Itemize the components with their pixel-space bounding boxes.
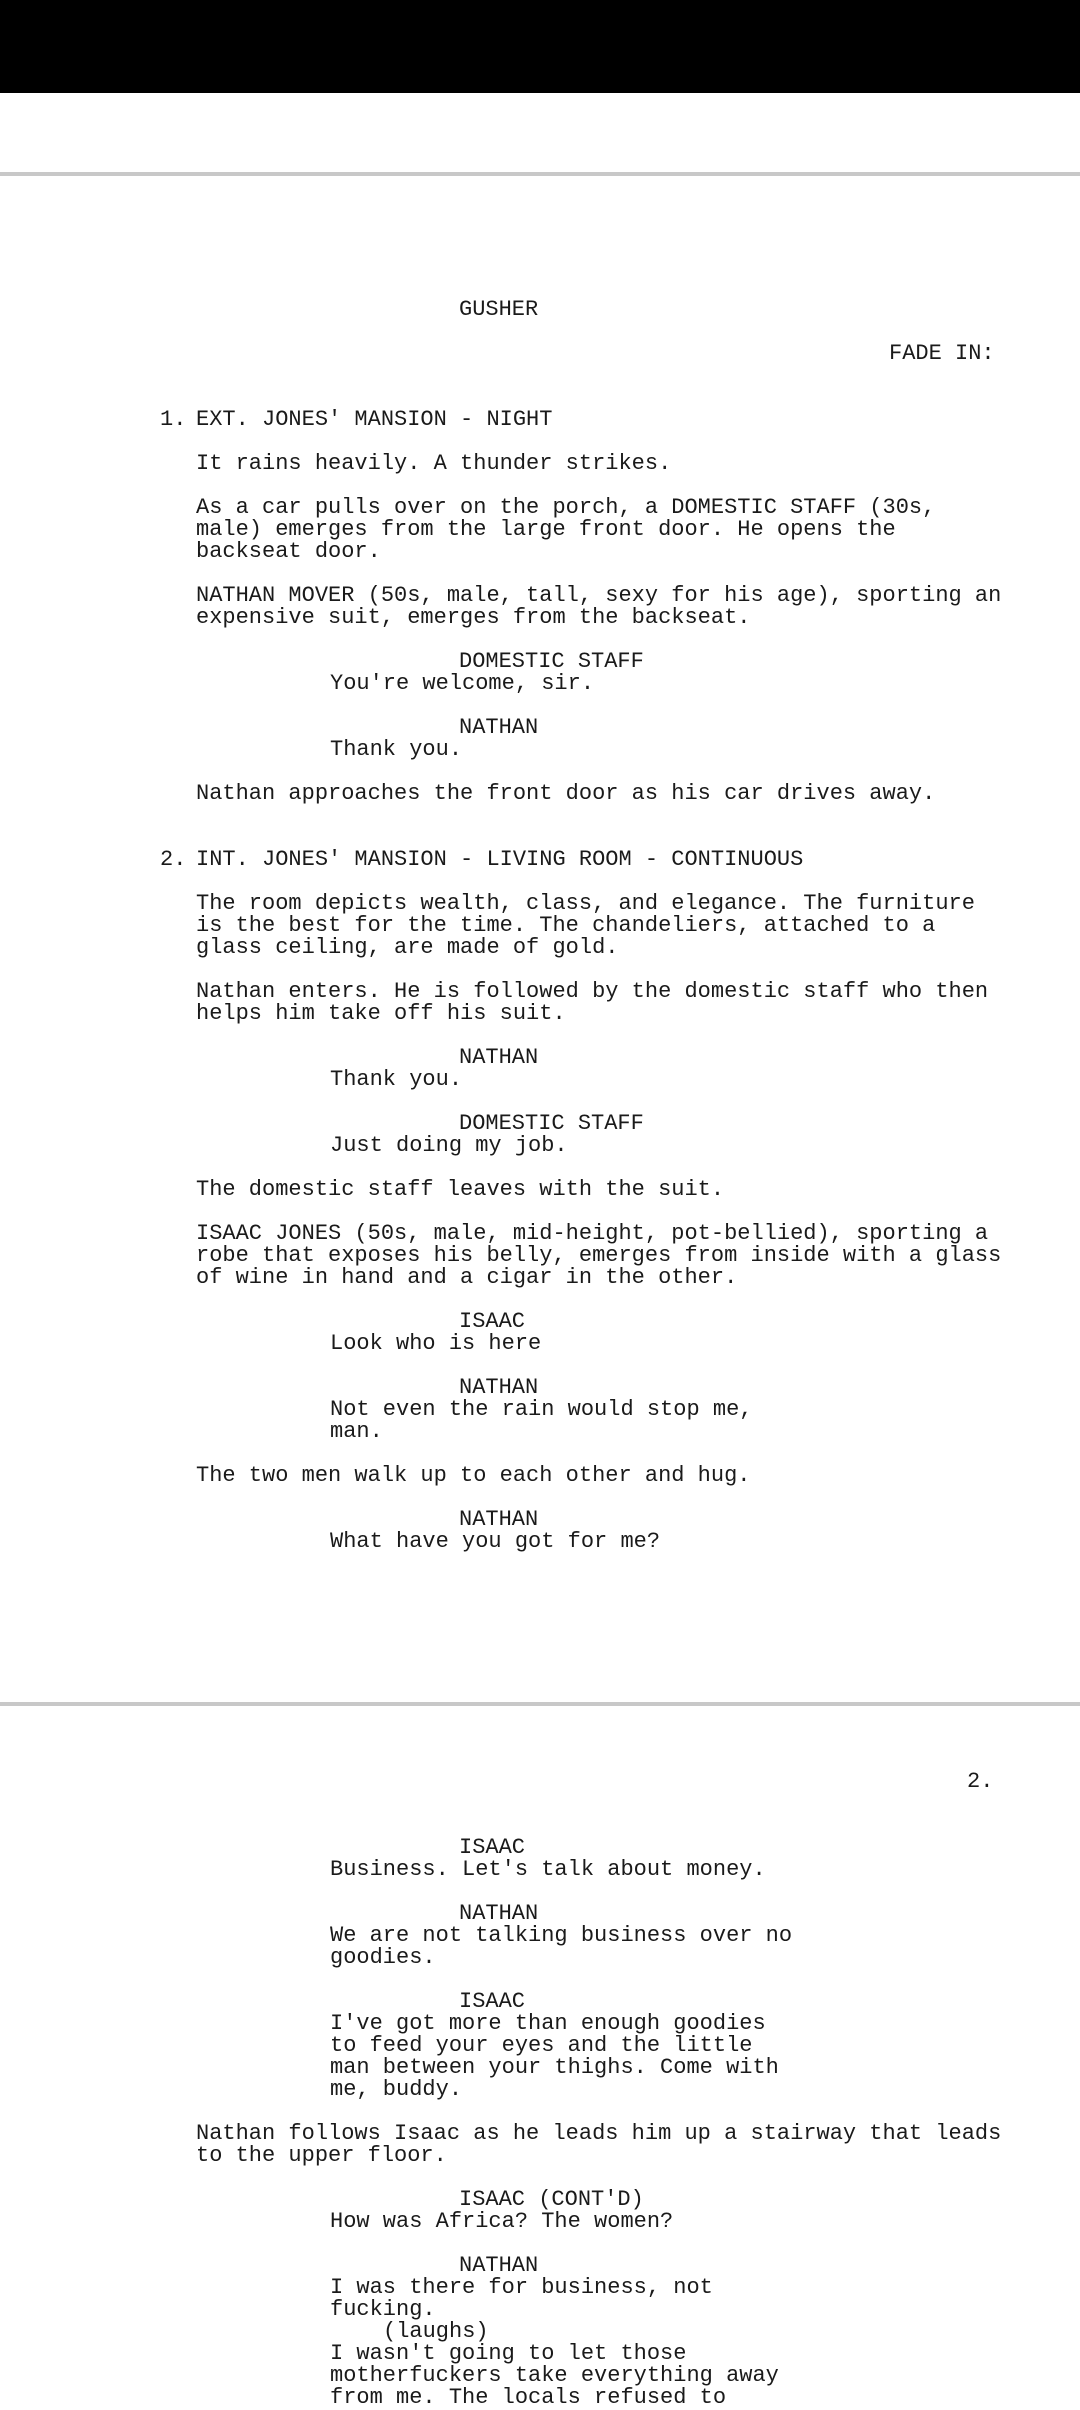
dialogue-line: We are not talking business over no [330,1923,793,1948]
dialogue-line: Look who is here [330,1331,542,1356]
action-line: Nathan approaches the front door as his car drives away. [196,781,936,806]
dialogue-line: How was Africa? The women? [330,2209,674,2234]
character-name: NATHAN [459,1901,539,1926]
action-line: The domestic staff leaves with the suit. [196,1177,725,1202]
scene-heading: EXT. JONES' MANSION - NIGHT [196,407,553,432]
character-name: NATHAN [459,1507,539,1532]
character-name: ISAAC [459,1309,526,1334]
action-line: Nathan follows Isaac as he leads him up a stairway that leads [196,2121,1002,2146]
character-name: NATHAN [459,1045,539,1070]
dialogue-line: Business. Let's talk about money. [330,1857,766,1882]
dialogue-line: What have you got for me? [330,1529,661,1554]
character-name: ISAAC [459,1989,526,2014]
dialogue-line: Not even the rain would stop me, [330,1397,753,1422]
dialogue-line: me, buddy. [330,2077,463,2102]
dialogue-line: to feed your eyes and the little [330,2033,753,2058]
script-title: GUSHER [459,297,539,322]
action-line: to the upper floor. [196,2143,447,2168]
dialogue-line: I wasn't going to let those [330,2341,687,2366]
character-name: DOMESTIC STAFF [459,1111,644,1136]
character-name: ISAAC [459,1835,526,1860]
action-line: robe that exposes his belly, emerges from inside with a glass [196,1243,1002,1268]
dialogue-line: I've got more than enough goodies [330,2011,766,2036]
action-line: backseat door. [196,539,381,564]
action-line: glass ceiling, are made of gold. [196,935,619,960]
character-name: NATHAN [459,1375,539,1400]
action-line: ISAAC JONES (50s, male, mid-height, pot-bellied), sporting a [196,1221,989,1246]
action-line: expensive suit, emerges from the backseat. [196,605,751,630]
dialogue-line: goodies. [330,1945,436,1970]
scene-number: 2. [160,847,187,872]
character-name: ISAAC (CONT'D) [459,2187,644,2212]
character-name: DOMESTIC STAFF [459,649,644,674]
action-line: The room depicts wealth, class, and elegance. The furniture [196,891,975,916]
action-line: NATHAN MOVER (50s, male, tall, sexy for his age), sporting an [196,583,1002,608]
dialogue-line: man. [330,1419,383,1444]
action-line: of wine in hand and a cigar in the other. [196,1265,738,1290]
transition: FADE IN: [889,341,995,366]
dialogue-line: fucking. [330,2297,436,2322]
action-line: It rains heavily. A thunder strikes. [196,451,672,476]
action-line: helps him take off his suit. [196,1001,566,1026]
dialogue-line: I was there for business, not [330,2275,713,2300]
parenthetical: (laughs) [383,2319,489,2344]
character-name: NATHAN [459,2253,539,2278]
dialogue-line: Just doing my job. [330,1133,568,1158]
action-line: male) emerges from the large front door. He opens the [196,517,896,542]
dialogue-line: from me. The locals refused to [330,2385,727,2410]
action-line: The two men walk up to each other and hug. [196,1463,751,1488]
character-name: NATHAN [459,715,539,740]
action-line: Nathan enters. He is followed by the domestic staff who then [196,979,989,1004]
dialogue-line: man between your thighs. Come with [330,2055,779,2080]
scene-number: 1. [160,407,187,432]
dialogue-line: Thank you. [330,737,463,762]
page-number: 2. [967,1769,994,1794]
scene-heading: INT. JONES' MANSION - LIVING ROOM - CONTINUOUS [196,847,804,872]
dialogue-line: Thank you. [330,1067,463,1092]
status-bar [0,0,1080,93]
script-page-1 [0,176,1080,1702]
action-line: is the best for the time. The chandeliers, attached to a [196,913,936,938]
action-line: As a car pulls over on the porch, a DOMESTIC STAFF (30s, [196,495,936,520]
dialogue-line: You're welcome, sir. [330,671,595,696]
dialogue-line: motherfuckers take everything away [330,2363,779,2388]
script-page-2 [0,1706,1080,2410]
